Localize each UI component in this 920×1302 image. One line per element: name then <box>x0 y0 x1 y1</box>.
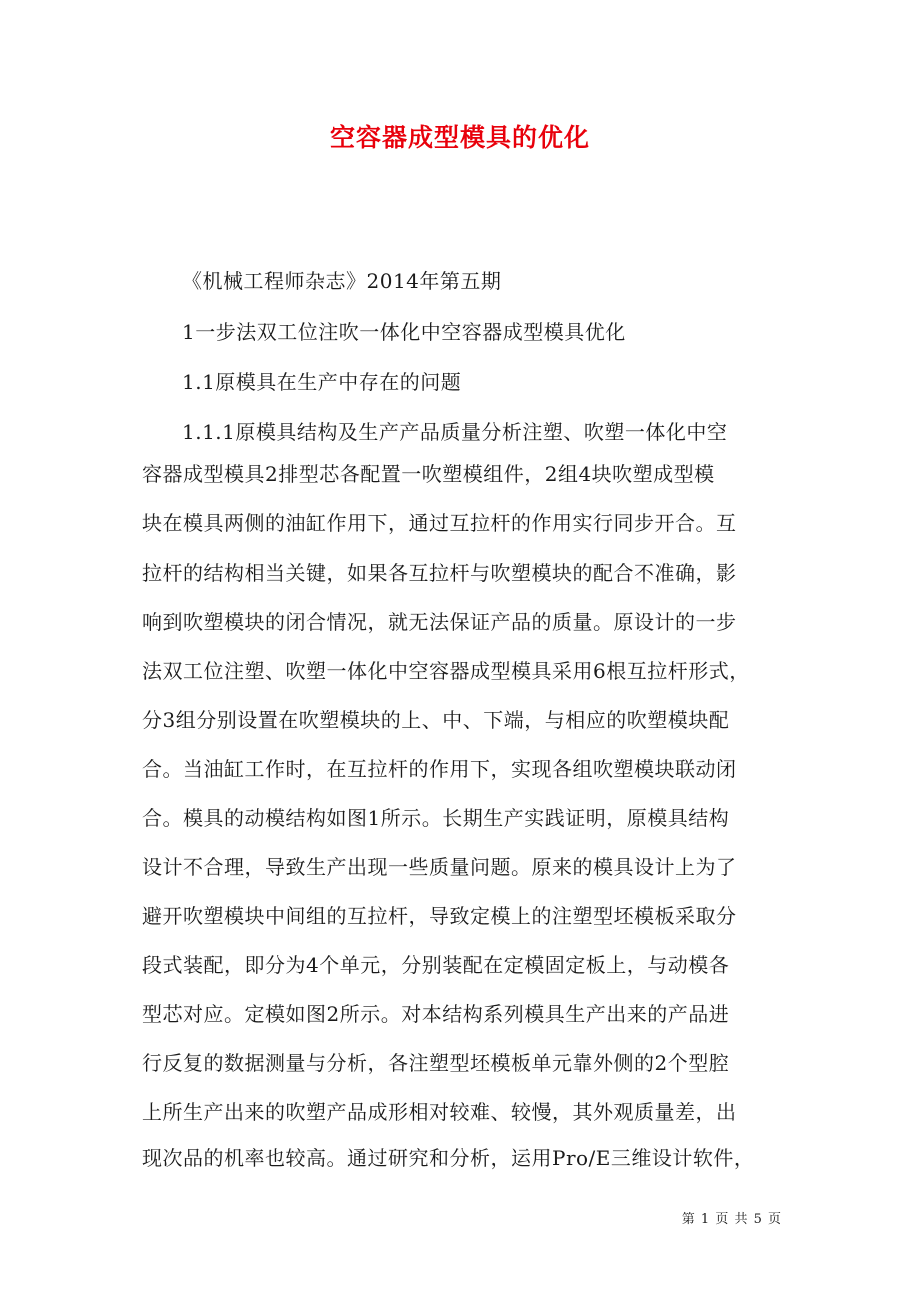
body-line: 合。模具的动模结构如图1所示。长期生产实践证明，原模具结构 <box>142 806 730 830</box>
body-line: 设计不合理，导致生产出现一些质量问题。原来的模具设计上为了 <box>142 855 737 879</box>
body-line: 容器成型模具2排型芯各配置一吹塑模组件，2组4块吹塑成型模 <box>142 462 715 486</box>
body-line: 合。当油缸工作时，在互拉杆的作用下，实现各组吹塑模块联动闭 <box>142 757 737 781</box>
body-line: 避开吹塑模块中间组的互拉杆，导致定模上的注塑型坯模板采取分 <box>142 904 737 928</box>
journal-source: 《机械工程师杂志》2014年第五期 <box>182 269 502 293</box>
body-line: 1.1.1原模具结构及生产产品质量分析注塑、吹塑一体化中空 <box>182 420 728 444</box>
body-line: 块在模具两侧的油缸作用下，通过互拉杆的作用实行同步开合。互 <box>142 511 737 535</box>
body-line: 分3组分别设置在吹塑模块的上、中、下端，与相应的吹塑模块配 <box>142 708 730 732</box>
body-line: 型芯对应。定模如图2所示。对本结构系列模具生产出来的产品进 <box>142 1002 730 1026</box>
body-line: 段式装配，即分为4个单元，分别装配在定模固定板上，与动模各 <box>142 953 730 977</box>
section-heading-1: 1一步法双工位注吹一体化中空容器成型模具优化 <box>182 320 626 344</box>
body-line: 上所生产出来的吹塑产品成形相对较难、较慢，其外观质量差，出 <box>142 1100 737 1124</box>
body-line: 法双工位注塑、吹塑一体化中空容器成型模具采用6根互拉杆形式， <box>142 659 750 683</box>
body-line: 行反复的数据测量与分析，各注塑型坯模板单元靠外侧的2个型腔 <box>142 1051 730 1075</box>
body-line: 现次品的机率也较高。通过研究和分析，运用Pro/E三维设计软件， <box>142 1146 755 1170</box>
body-line: 拉杆的结构相当关键，如果各互拉杆与吹塑模块的配合不准确，影 <box>142 561 737 585</box>
document-title: 空容器成型模具的优化 <box>329 123 590 152</box>
section-heading-1-1: 1.1原模具在生产中存在的问题 <box>182 370 462 394</box>
page-number-footer: 第 1 页 共 5 页 <box>681 1212 782 1227</box>
body-line: 响到吹塑模块的闭合情况，就无法保证产品的质量。原设计的一步 <box>142 610 737 634</box>
